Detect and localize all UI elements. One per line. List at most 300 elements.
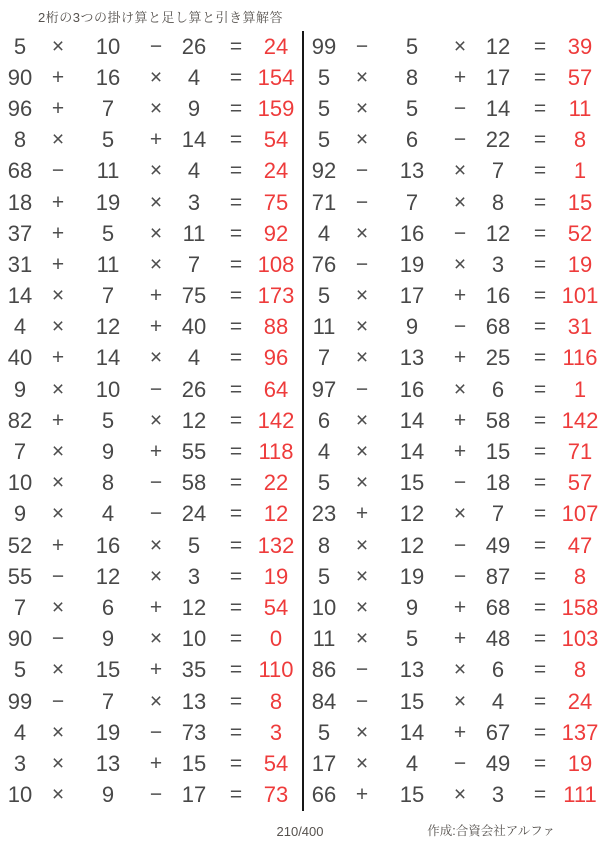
operand-c: 24 — [181, 501, 207, 527]
operand-b: 15 — [399, 782, 425, 808]
problem-row — [0, 717, 302, 748]
operand-a: 10 — [311, 594, 337, 620]
operand-b: 5 — [101, 127, 115, 153]
equals-sign: = — [229, 65, 243, 89]
answer: 8 — [573, 127, 587, 153]
operand-a: 14 — [7, 283, 33, 309]
operand-b: 14 — [95, 345, 121, 371]
answer: 11 — [568, 95, 592, 121]
problem-row — [304, 156, 600, 187]
operand-b: 12 — [95, 563, 121, 589]
operand-b: 19 — [399, 251, 425, 277]
answer: 73 — [263, 782, 289, 808]
operator-2: + — [453, 627, 467, 651]
operand-c: 15 — [181, 750, 207, 776]
problem-row — [0, 530, 302, 561]
operator-2: × — [149, 564, 163, 588]
equals-sign: = — [229, 315, 243, 339]
operand-b: 12 — [399, 532, 425, 558]
problem-row — [0, 31, 302, 62]
operand-b: 13 — [399, 345, 425, 371]
operand-a: 55 — [7, 563, 33, 589]
answer: 96 — [263, 345, 289, 371]
problems-area — [0, 31, 600, 811]
problem-row — [0, 561, 302, 592]
operand-a: 68 — [7, 158, 33, 184]
operand-b: 5 — [405, 95, 419, 121]
operand-a: 5 — [317, 470, 331, 496]
operand-b: 6 — [101, 594, 115, 620]
equals-sign: = — [229, 284, 243, 308]
operand-a: 40 — [7, 345, 33, 371]
answer: 39 — [567, 33, 593, 59]
problem-row — [0, 312, 302, 343]
problem-row — [304, 499, 600, 530]
operand-c: 40 — [181, 314, 207, 340]
operator-1: × — [51, 595, 65, 619]
operand-c: 14 — [181, 127, 207, 153]
operator-2: × — [149, 408, 163, 432]
operand-a: 18 — [7, 189, 33, 215]
operand-b: 14 — [399, 407, 425, 433]
problem-row — [304, 405, 600, 436]
credit-text: 作成:合資会社アルファ — [427, 824, 555, 838]
equals-sign: = — [229, 533, 243, 557]
operand-a: 66 — [311, 782, 337, 808]
answer: 1 — [573, 158, 587, 184]
operator-1: − — [355, 190, 369, 214]
operand-c: 5 — [187, 532, 201, 558]
equals-sign: = — [229, 751, 243, 775]
equals-sign: = — [533, 627, 547, 651]
operand-a: 4 — [317, 220, 331, 246]
equals-sign: = — [533, 346, 547, 370]
equals-sign: = — [229, 783, 243, 807]
problem-row — [304, 530, 600, 561]
operand-c: 87 — [485, 563, 511, 589]
problem-row — [304, 655, 600, 686]
equals-sign: = — [533, 751, 547, 775]
equals-sign: = — [229, 34, 243, 58]
page-number: 210/400 — [276, 824, 324, 839]
operand-a: 10 — [7, 782, 33, 808]
operator-2: × — [149, 190, 163, 214]
operand-c: 9 — [187, 95, 201, 121]
operand-c: 14 — [485, 95, 511, 121]
answer: 88 — [263, 314, 289, 340]
operator-2: − — [453, 96, 467, 120]
operator-1: + — [51, 190, 65, 214]
problem-row — [0, 655, 302, 686]
answer: 108 — [257, 251, 295, 277]
operator-1: + — [51, 96, 65, 120]
operand-c: 15 — [485, 439, 511, 465]
operator-1: − — [51, 564, 65, 588]
problem-row — [304, 624, 600, 655]
answer: 64 — [263, 376, 289, 402]
operator-2: − — [149, 377, 163, 401]
operand-c: 75 — [181, 283, 207, 309]
operand-b: 19 — [95, 189, 121, 215]
operand-a: 7 — [317, 345, 331, 371]
equals-sign: = — [533, 34, 547, 58]
operand-a: 99 — [311, 33, 337, 59]
problem-row — [304, 93, 600, 124]
operator-2: + — [453, 720, 467, 744]
equals-sign: = — [229, 128, 243, 152]
operator-1: × — [355, 533, 369, 557]
equals-sign: = — [229, 190, 243, 214]
answer: 116 — [562, 345, 598, 371]
answer: 57 — [567, 64, 593, 90]
equals-sign: = — [229, 658, 243, 682]
operand-b: 4 — [101, 501, 115, 527]
answer: 8 — [573, 657, 587, 683]
operand-b: 8 — [101, 470, 115, 496]
problem-row — [304, 343, 600, 374]
equals-sign: = — [533, 96, 547, 120]
operator-1: + — [51, 252, 65, 276]
operand-b: 16 — [399, 220, 425, 246]
problem-row — [0, 374, 302, 405]
problem-row — [0, 780, 302, 811]
operand-a: 11 — [312, 626, 336, 652]
operator-2: + — [149, 284, 163, 308]
problem-row — [0, 281, 302, 312]
equals-sign: = — [533, 252, 547, 276]
equals-sign: = — [533, 502, 547, 526]
problem-row — [0, 343, 302, 374]
equals-sign: = — [533, 408, 547, 432]
operand-c: 55 — [181, 439, 207, 465]
operand-a: 11 — [312, 314, 336, 340]
operand-c: 58 — [485, 407, 511, 433]
operand-a: 96 — [7, 95, 33, 121]
operator-1: + — [51, 533, 65, 557]
operator-2: + — [149, 595, 163, 619]
operand-c: 12 — [181, 594, 207, 620]
operand-c: 18 — [485, 470, 511, 496]
operand-b: 4 — [405, 750, 419, 776]
operator-2: × — [453, 689, 467, 713]
operator-2: × — [453, 252, 467, 276]
equals-sign: = — [533, 159, 547, 183]
operand-a: 23 — [311, 501, 337, 527]
operator-1: + — [51, 65, 65, 89]
operand-c: 26 — [181, 376, 207, 402]
problem-row — [304, 717, 600, 748]
operand-c: 7 — [187, 251, 201, 277]
equals-sign: = — [229, 159, 243, 183]
operand-a: 9 — [13, 376, 27, 402]
operator-1: × — [355, 440, 369, 464]
operator-1: + — [51, 346, 65, 370]
answer: 54 — [263, 127, 289, 153]
operand-b: 9 — [405, 594, 419, 620]
operand-b: 6 — [405, 127, 419, 153]
operator-1: × — [51, 284, 65, 308]
operator-2: × — [453, 502, 467, 526]
operand-a: 8 — [317, 532, 331, 558]
operand-b: 5 — [101, 407, 115, 433]
equals-sign: = — [229, 720, 243, 744]
operand-b: 13 — [95, 750, 121, 776]
operator-2: × — [149, 346, 163, 370]
operator-1: × — [355, 751, 369, 775]
operator-2: + — [149, 440, 163, 464]
operand-c: 10 — [181, 626, 207, 652]
equals-sign: = — [533, 471, 547, 495]
operator-1: − — [51, 159, 65, 183]
operand-b: 9 — [101, 626, 115, 652]
answer: 24 — [263, 158, 289, 184]
equals-sign: = — [229, 96, 243, 120]
problem-row — [0, 468, 302, 499]
answer: 8 — [573, 563, 587, 589]
equals-sign: = — [533, 315, 547, 339]
operand-a: 92 — [311, 158, 337, 184]
operand-a: 8 — [13, 127, 27, 153]
answer: 173 — [257, 283, 295, 309]
equals-sign: = — [533, 377, 547, 401]
operator-1: × — [51, 128, 65, 152]
operand-c: 3 — [491, 251, 505, 277]
operand-b: 9 — [405, 314, 419, 340]
answer: 54 — [263, 750, 289, 776]
problem-row — [304, 592, 600, 623]
operator-2: × — [453, 783, 467, 807]
operand-b: 7 — [101, 688, 115, 714]
operand-b: 13 — [399, 158, 425, 184]
problem-row — [0, 436, 302, 467]
operator-1: − — [51, 689, 65, 713]
operator-2: − — [149, 471, 163, 495]
operator-2: × — [453, 658, 467, 682]
equals-sign: = — [533, 533, 547, 557]
operand-c: 49 — [485, 750, 511, 776]
operator-1: − — [51, 627, 65, 651]
operand-a: 4 — [13, 719, 27, 745]
operator-2: × — [453, 377, 467, 401]
problem-row — [0, 249, 302, 280]
operand-c: 12 — [181, 407, 207, 433]
operator-2: × — [149, 65, 163, 89]
operator-1: − — [355, 34, 369, 58]
answer: 71 — [567, 439, 593, 465]
answer: 137 — [561, 719, 599, 745]
operator-2: − — [453, 564, 467, 588]
problem-row — [304, 281, 600, 312]
operator-2: × — [453, 159, 467, 183]
operand-c: 3 — [491, 782, 505, 808]
operand-c: 12 — [485, 33, 511, 59]
operator-1: − — [355, 689, 369, 713]
operator-1: + — [355, 502, 369, 526]
operator-2: + — [149, 315, 163, 339]
operator-2: × — [453, 34, 467, 58]
operator-1: × — [355, 408, 369, 432]
operator-2: + — [453, 346, 467, 370]
problem-row — [0, 156, 302, 187]
operand-a: 10 — [7, 470, 33, 496]
equals-sign: = — [229, 408, 243, 432]
problem-row — [304, 187, 600, 218]
operand-a: 17 — [311, 750, 337, 776]
equals-sign: = — [533, 595, 547, 619]
operand-a: 3 — [13, 750, 27, 776]
operator-2: − — [453, 221, 467, 245]
answer: 142 — [257, 407, 295, 433]
operand-b: 5 — [405, 33, 419, 59]
operator-2: × — [149, 221, 163, 245]
equals-sign: = — [533, 783, 547, 807]
operator-2: × — [149, 533, 163, 557]
answer: 19 — [567, 750, 593, 776]
operand-b: 12 — [95, 314, 121, 340]
operator-2: − — [453, 315, 467, 339]
operator-1: × — [51, 471, 65, 495]
operator-1: × — [355, 595, 369, 619]
equals-sign: = — [229, 595, 243, 619]
operator-2: × — [149, 252, 163, 276]
equals-sign: = — [229, 221, 243, 245]
answer: 0 — [269, 626, 283, 652]
operand-b: 9 — [101, 782, 115, 808]
answer: 92 — [263, 220, 289, 246]
operand-c: 26 — [181, 33, 207, 59]
answer: 118 — [258, 439, 294, 465]
problem-row — [304, 249, 600, 280]
answer: 52 — [567, 220, 593, 246]
operator-1: × — [51, 440, 65, 464]
operand-a: 76 — [311, 251, 337, 277]
operand-b: 13 — [399, 657, 425, 683]
answer: 1 — [573, 376, 587, 402]
problem-row — [304, 468, 600, 499]
operand-b: 10 — [95, 33, 121, 59]
operand-c: 6 — [491, 376, 505, 402]
operator-2: + — [149, 128, 163, 152]
operator-1: × — [51, 720, 65, 744]
operand-b: 16 — [95, 64, 121, 90]
operand-c: 35 — [181, 657, 207, 683]
equals-sign: = — [533, 564, 547, 588]
problem-row — [0, 62, 302, 93]
operator-2: × — [149, 627, 163, 651]
operand-a: 5 — [317, 719, 331, 745]
operator-1: + — [355, 783, 369, 807]
operand-c: 7 — [491, 158, 505, 184]
answer: 158 — [561, 594, 599, 620]
operand-a: 5 — [317, 95, 331, 121]
problem-row — [304, 62, 600, 93]
operator-2: + — [453, 284, 467, 308]
operand-c: 13 — [181, 688, 207, 714]
operator-1: − — [355, 377, 369, 401]
problem-row — [0, 125, 302, 156]
operator-2: + — [453, 65, 467, 89]
operand-a: 90 — [7, 626, 33, 652]
page-title: 2桁の3つの掛け算と足し算と引き算解答 — [38, 10, 283, 25]
operand-c: 12 — [485, 220, 511, 246]
operator-2: − — [149, 502, 163, 526]
operator-1: × — [355, 96, 369, 120]
operand-b: 14 — [399, 719, 425, 745]
operand-b: 9 — [101, 439, 115, 465]
operand-a: 7 — [13, 439, 27, 465]
problem-row — [304, 125, 600, 156]
problem-row — [0, 405, 302, 436]
operand-c: 17 — [485, 64, 511, 90]
operand-b: 16 — [95, 532, 121, 558]
operand-b: 19 — [399, 563, 425, 589]
operand-b: 15 — [399, 470, 425, 496]
equals-sign: = — [533, 190, 547, 214]
operand-c: 48 — [485, 626, 511, 652]
operand-a: 5 — [13, 657, 27, 683]
answer: 3 — [269, 719, 283, 745]
answer: 47 — [567, 532, 593, 558]
operand-a: 7 — [13, 594, 27, 620]
operand-b: 5 — [405, 626, 419, 652]
operator-2: − — [149, 783, 163, 807]
operand-c: 4 — [187, 345, 201, 371]
equals-sign: = — [229, 440, 243, 464]
operand-b: 15 — [399, 688, 425, 714]
operand-a: 9 — [13, 501, 27, 527]
operand-b: 7 — [101, 95, 115, 121]
operand-a: 31 — [7, 251, 33, 277]
operator-1: − — [355, 159, 369, 183]
operand-b: 8 — [405, 64, 419, 90]
answer: 22 — [263, 470, 289, 496]
operand-a: 4 — [13, 314, 27, 340]
operand-a: 5 — [317, 283, 331, 309]
operand-c: 17 — [181, 782, 207, 808]
operator-2: × — [149, 689, 163, 713]
operator-2: + — [453, 440, 467, 464]
problem-row — [304, 31, 600, 62]
answer: 101 — [561, 283, 599, 309]
answer: 110 — [258, 657, 294, 683]
operator-2: − — [453, 751, 467, 775]
operand-a: 37 — [7, 220, 33, 246]
operator-1: − — [355, 252, 369, 276]
problem-row — [304, 374, 600, 405]
answer: 19 — [263, 563, 289, 589]
operand-a: 5 — [317, 563, 331, 589]
operator-1: − — [355, 658, 369, 682]
operand-c: 22 — [485, 127, 511, 153]
operand-c: 49 — [485, 532, 511, 558]
operator-1: × — [355, 284, 369, 308]
equals-sign: = — [229, 471, 243, 495]
operator-1: × — [355, 65, 369, 89]
operand-c: 11 — [182, 220, 206, 246]
operand-c: 4 — [187, 158, 201, 184]
problem-row — [304, 780, 600, 811]
problem-row — [0, 187, 302, 218]
operand-c: 68 — [485, 594, 511, 620]
operand-c: 58 — [181, 470, 207, 496]
problem-row — [0, 592, 302, 623]
operator-1: × — [355, 221, 369, 245]
problem-column-right — [304, 31, 600, 811]
operand-a: 52 — [7, 532, 33, 558]
operand-a: 82 — [7, 407, 33, 433]
operator-2: + — [453, 595, 467, 619]
answer: 159 — [257, 95, 295, 121]
